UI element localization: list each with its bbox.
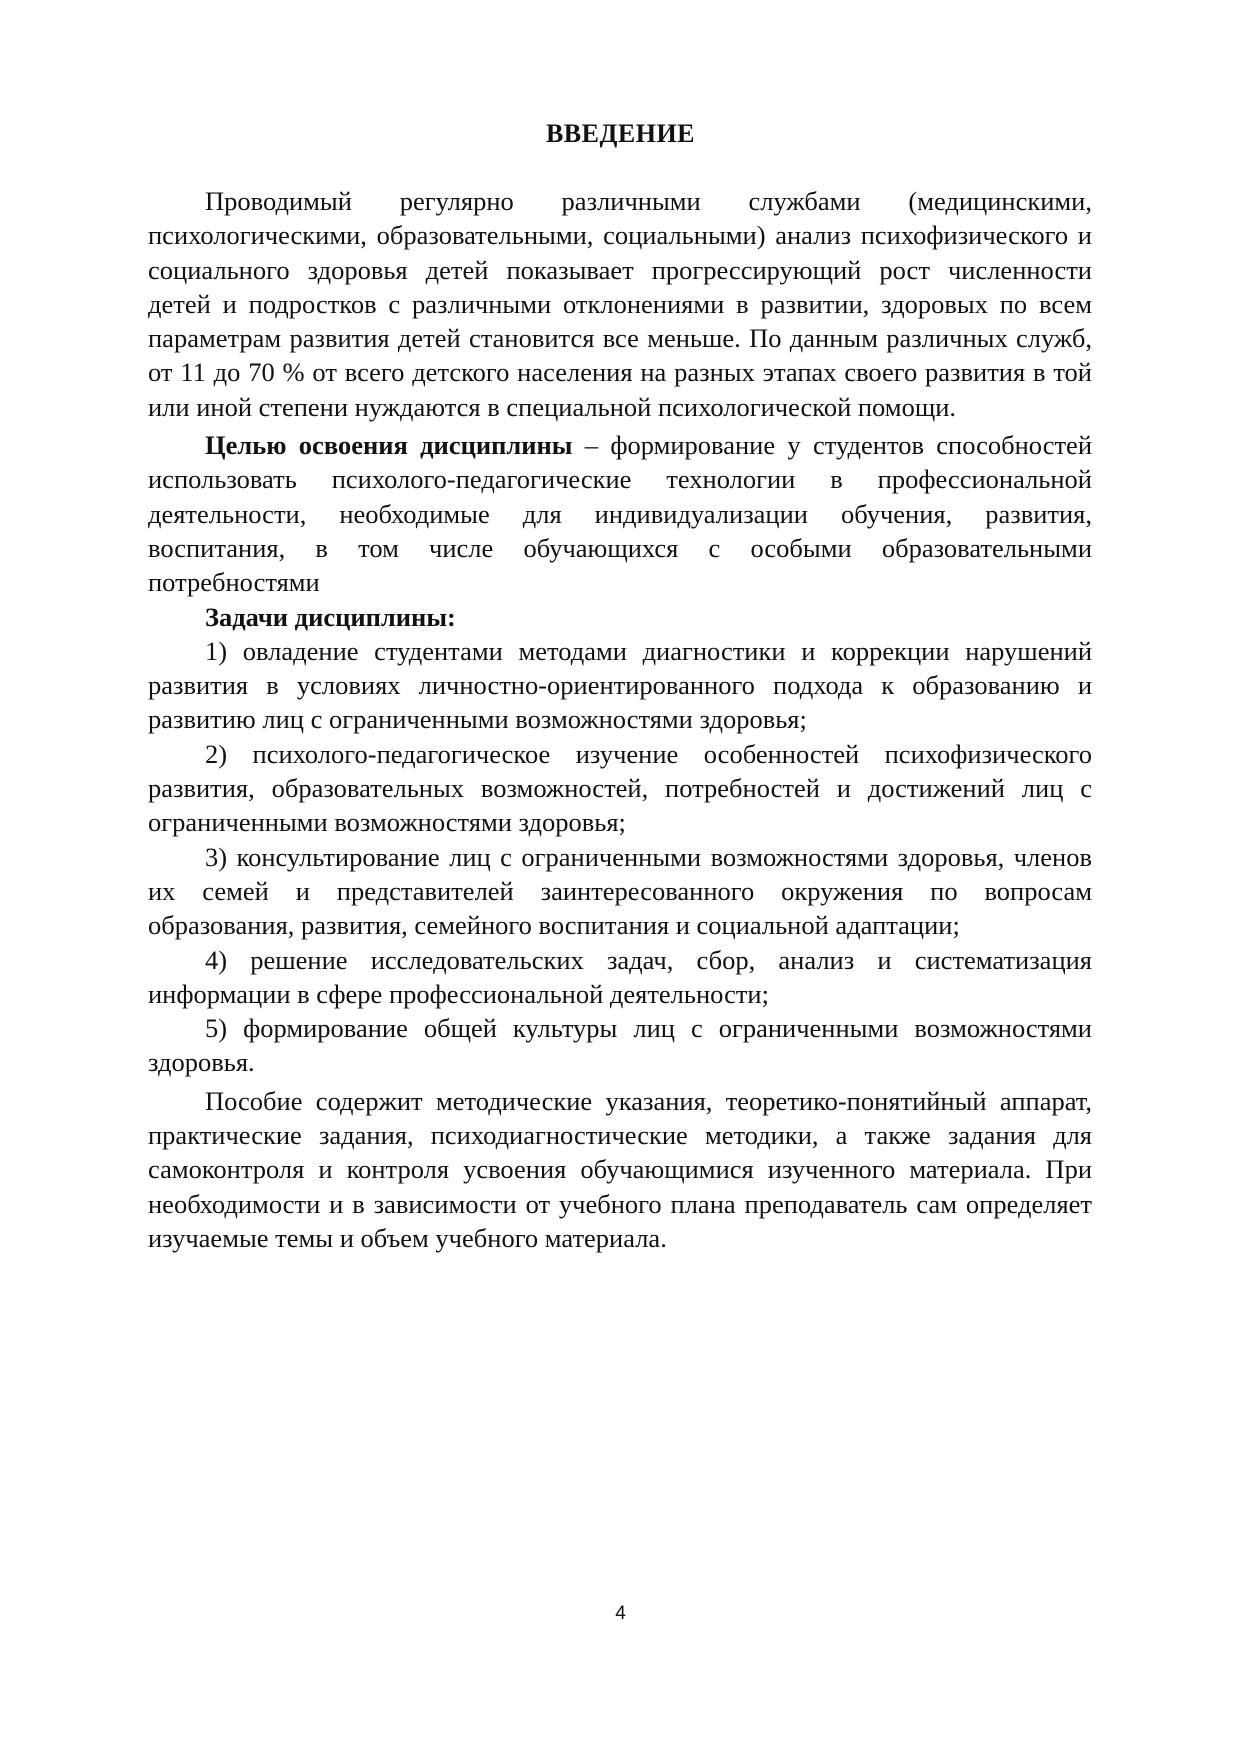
page-number: 4 [615,1603,626,1624]
tasks-heading [148,600,1092,634]
page-title: ВВЕДЕНИЕ [545,119,696,148]
task-item-2: 2) психолого-педагогическое изучение особенностей психофизического развития, образовательных возможностей, потребностей и достижений лиц с ограниченными возможностями здоровья; [148,738,1092,838]
goal-text: – формирование у студентов способностей использовать психолого-педагогические технологии в профессиональной деятельности, необходимые для индивидуализации обучения, развития, воспитания, в том числе обучающихся с особыми образовательными потребностями [148,430,1092,598]
task-item-3: 3) консультирование лиц с ограниченными возможностями здоровья, членов их семей и представителей заинтересованного окружения по вопросам образования, развития, семейного воспитания и социальной адаптации; [148,841,1092,941]
task-item-4: 4) решение исследовательских задач, сбор, анализ и систематизация информации в сфере профессиональной деятельности; [148,944,1092,1009]
goal-label: Целью освоения дисциплины [205,430,573,461]
intro-paragraph: Проводимый регулярно различными службами (медицинскими, психологическими, образовательными, социальными) анализ психофизического и социального здоровья детей показывает прогрессирующий рост численности детей и подростков с различными отклонениями в развитии, здоровых по всем параметрам развития детей становится все меньше. По данным различных служб, от 11 до 70 % от всего детского населения на разных этапах своего развития в той или иной степени нуждаются в специальной психологической помощи. [148,186,1092,422]
document-body [148,184,1092,1255]
task-item-1: 1) овладение студентами методами диагностики и коррекции нарушений развития в условиях личностно-ориентированного подхода к образованию и развитию лиц с ограниченными возможностями здоровья; [148,635,1092,735]
tasks-heading-text: Задачи дисциплины: [205,601,456,632]
closing-paragraph: Пособие содержит методические указания, теоретико-понятийный аппарат, практические задания, психодиагностические методики, а также задания для самоконтроля и контроля усвоения обучающимися изученного материала. При необходимости и в зависимости от учебного плана преподаватель сам определяет изучаемые темы и объем учебного материала. [148,1085,1092,1253]
task-item-5: 5) формирование общей культуры лиц с ограниченными возможностями здоровья. [148,1013,1092,1078]
goal-paragraph [148,428,1092,599]
